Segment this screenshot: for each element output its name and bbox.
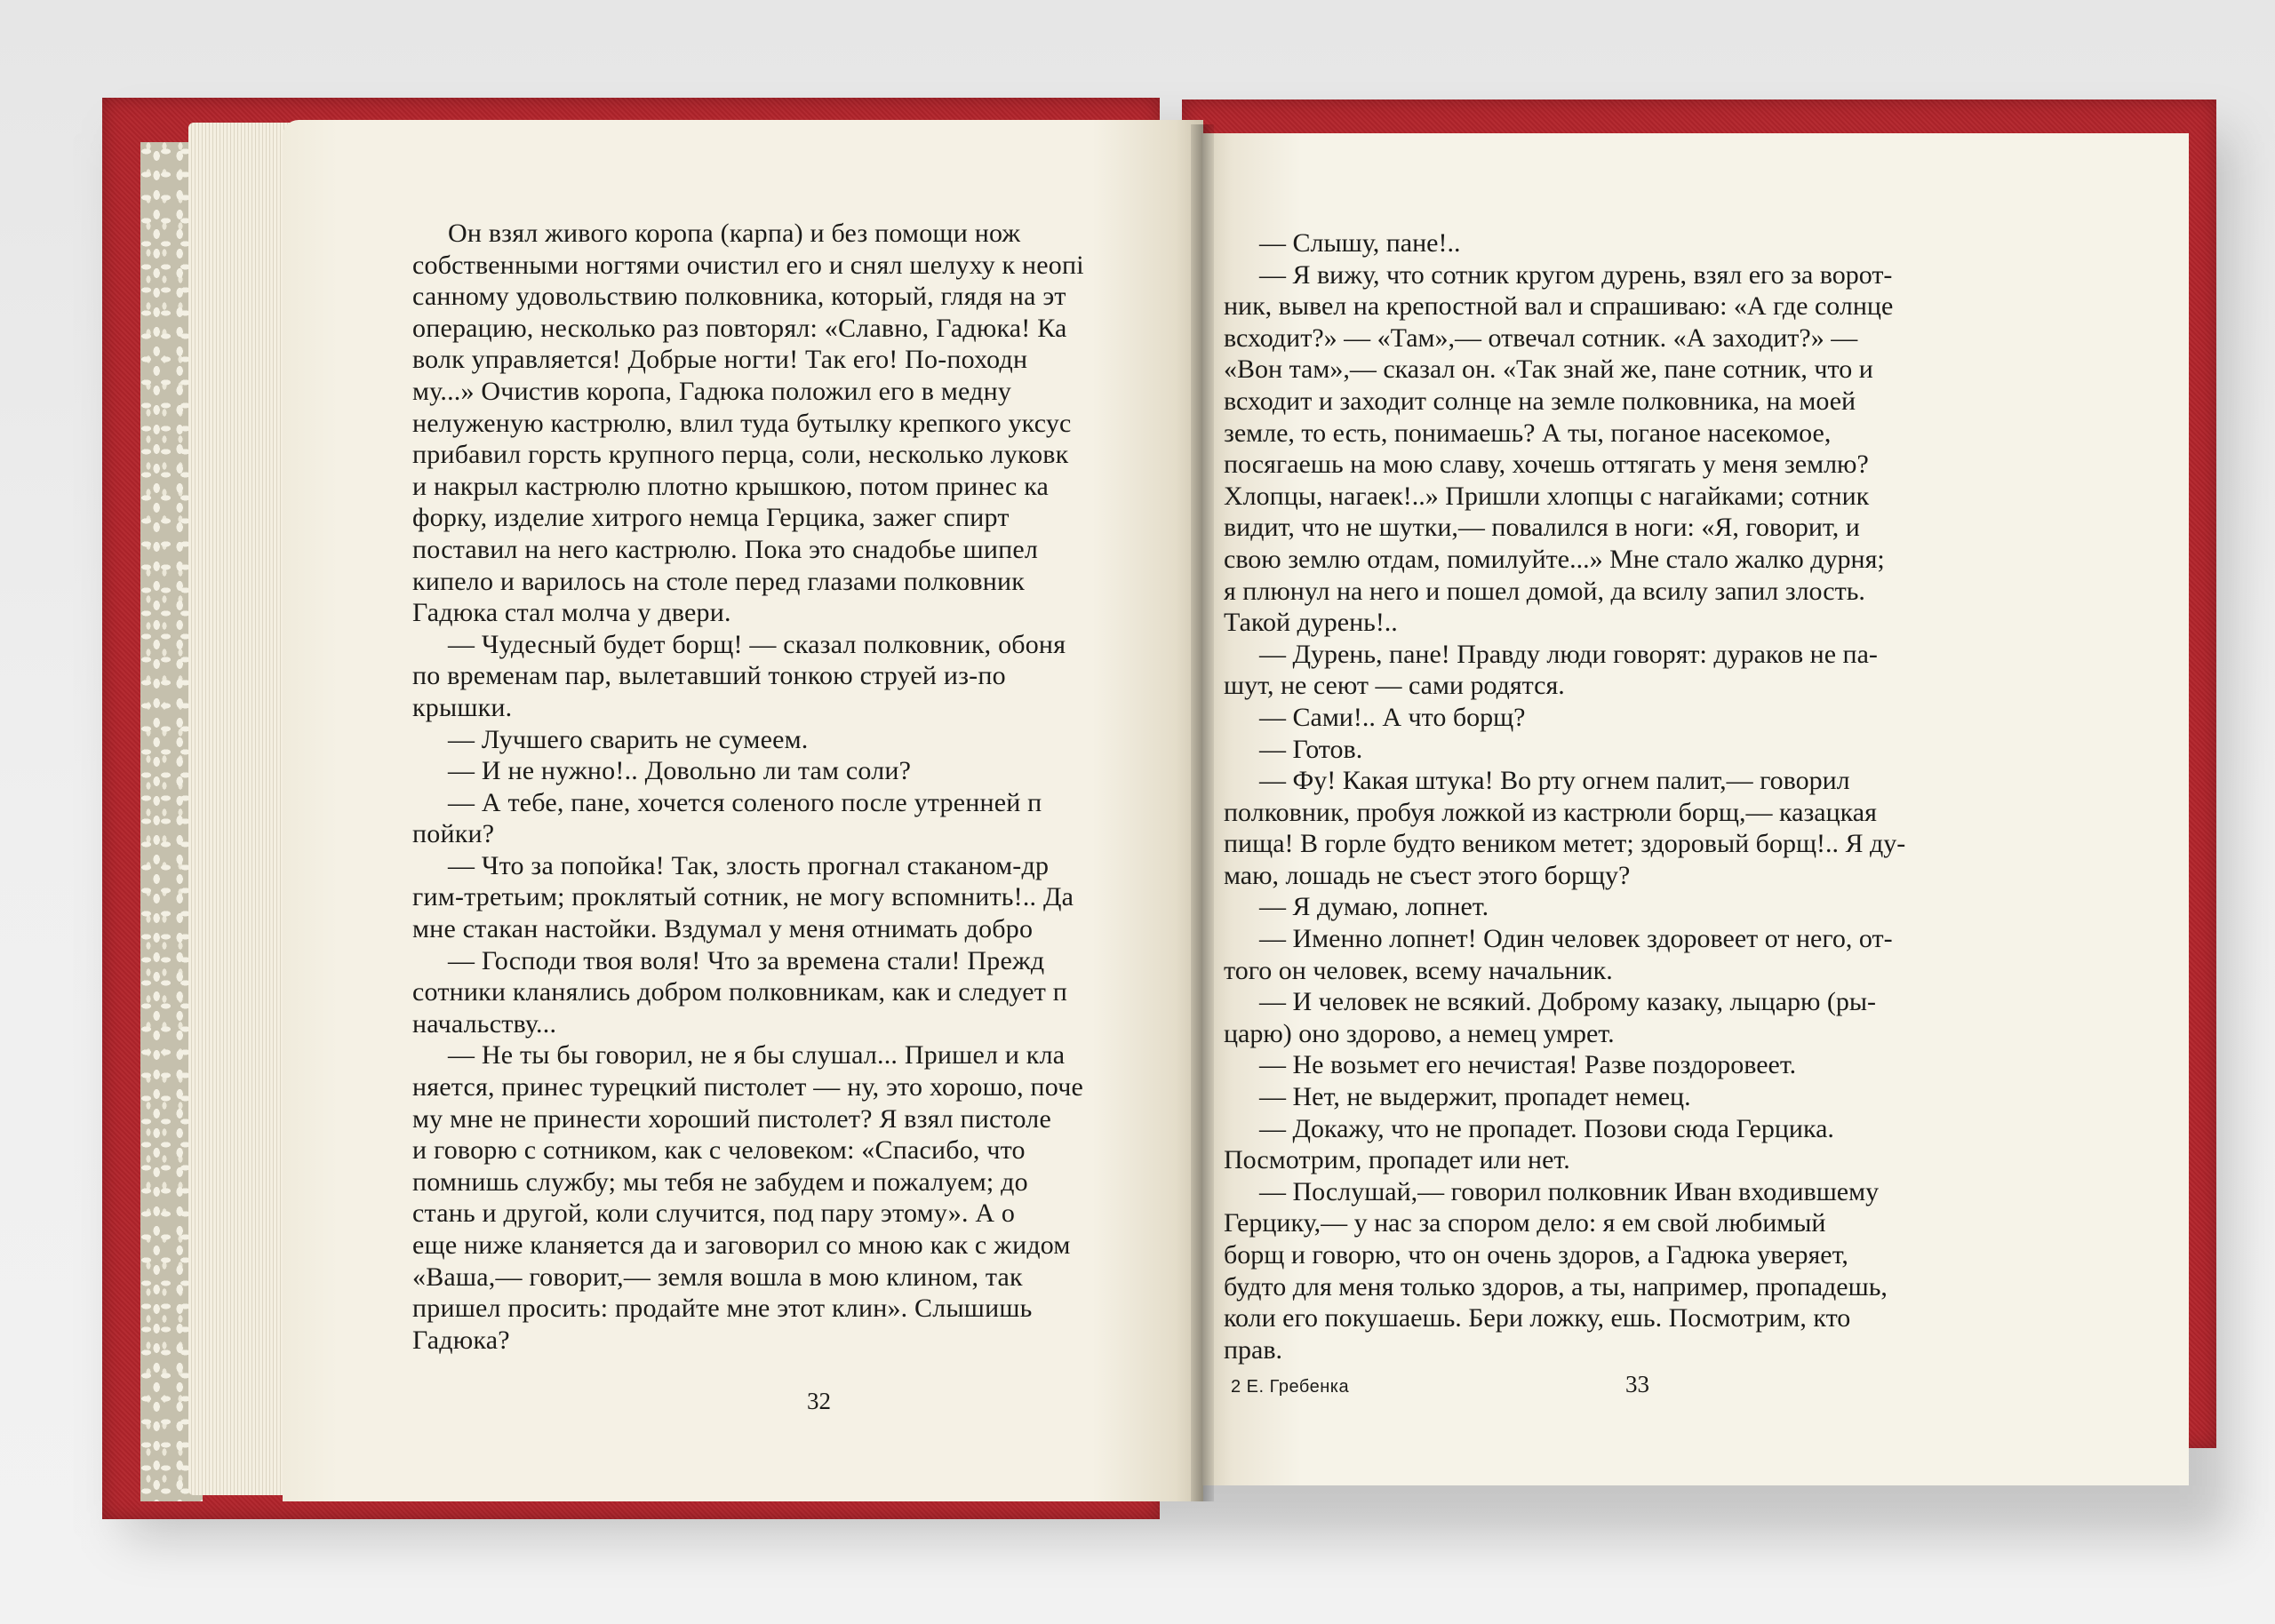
- text-line: свою землю отдам, помилуйте...» Мне стало жалко дурня;: [1224, 544, 1885, 574]
- text-line: прибавил горсть крупного перца, соли, несколько луковк: [412, 440, 1069, 470]
- book-gutter: [1191, 124, 1214, 1501]
- text-line: — Дурень, пане! Правду люди говорят: дураков не па-: [1259, 639, 1878, 669]
- text-line: ник, вывел на крепостной вал и спрашиваю: «А где солнце: [1224, 291, 1894, 322]
- text-line: — Нет, не выдержит, пропадет немец.: [1259, 1082, 1691, 1112]
- left-page-number: 32: [807, 1388, 831, 1414]
- text-line: — Господи твоя воля! Что за времена стали! Прежд: [448, 945, 1045, 975]
- text-line: будто для меня только здоров, а ты, например, пропадешь,: [1224, 1271, 1888, 1302]
- text-line: и говорю с сотником, как с человеком: «Спасибо, что: [412, 1135, 1026, 1166]
- text-line: нелуженую кастрюлю, влил туда бутылку крепкого уксус: [412, 408, 1072, 438]
- text-line: — Послушай,— говорил полковник Иван входившему: [1259, 1176, 1880, 1206]
- text-line: — И не нужно!.. Довольно ли там соли?: [448, 756, 912, 786]
- text-line: — Я думаю, лопнет.: [1259, 892, 1489, 922]
- text-line: — Именно лопнет! Один человек здоровеет от него, от-: [1259, 924, 1893, 954]
- text-line: шут, не сеют — сами родятся.: [1224, 671, 1565, 701]
- text-line: гим-третьим; проклятый сотник, не могу вспомнить!.. Да: [412, 882, 1074, 912]
- text-line: Гадюка?: [412, 1325, 510, 1355]
- text-line: всходит и заходит солнце на земле полковника, на моей: [1224, 386, 1856, 416]
- text-line: сотники кланялись добром полковникам, как и следует п: [412, 977, 1068, 1007]
- text-line: — Фу! Какая штука! Во рту огнем палит,— говорил: [1259, 766, 1850, 796]
- text-line: всходит?» — «Там»,— отвечал сотник. «А заходит?» —: [1224, 322, 1858, 353]
- text-line: — Я вижу, что сотник кругом дурень, взял его за ворот-: [1259, 259, 1893, 290]
- left-page: [283, 120, 1203, 1501]
- text-line: собственными ногтями очистил его и снял шелуху к неопі: [412, 250, 1084, 280]
- text-line: Хлопцы, нагаек!..» Пришли хлопцы с нагайками; сотник: [1224, 481, 1870, 511]
- text-line: пришел просить: продайте мне этот клин». Слышишь: [412, 1294, 1033, 1324]
- text-line: и накрыл кастрюлю плотно крышкою, потом принес ка: [412, 471, 1050, 501]
- right-page-text: [1224, 227, 2148, 1365]
- text-line: волк управляется! Добрые ногти! Так его! По-походн: [412, 345, 1028, 375]
- text-line: стань и другой, коли случится, под пару этому». А о: [412, 1198, 1016, 1229]
- text-line: «Вон там»,— сказал он. «Так знай же, пане сотник, что и: [1224, 354, 1873, 385]
- text-line: Он взял живого коропа (карпа) и без помощи нож: [448, 219, 1021, 248]
- text-line: того он человек, всему начальник.: [1224, 955, 1613, 985]
- text-line: — А тебе, пане, хочется соленого после утренней п: [448, 787, 1042, 817]
- text-line: Гадюка стал молча у двери.: [412, 598, 731, 628]
- text-line: коли его покушаешь. Бери ложку, ешь. Посмотрим, кто: [1224, 1303, 1851, 1333]
- text-line: Герцику,— у нас за спором дело: я ем свой любимый: [1224, 1208, 1826, 1238]
- text-line: Посмотрим, пропадет или нет.: [1224, 1145, 1570, 1175]
- text-line: посягаешь на мою славу, хочешь оттягать у меня землю?: [1224, 450, 1869, 480]
- text-line: — Не возьмет его нечистая! Разве поздоровеет.: [1259, 1050, 1797, 1080]
- text-line: царю) оно здорово, а немец умрет.: [1224, 1018, 1615, 1048]
- text-line: маю, лошадь не съест этого борщу?: [1224, 860, 1631, 890]
- text-line: — Лучшего сварить не сумеем.: [448, 724, 809, 754]
- text-line: крышки.: [412, 692, 513, 722]
- text-line: пища! В горле будто веником метет; здоровый борщ!.. Я ду-: [1224, 829, 1906, 859]
- text-line: — Чудесный будет борщ! — сказал полковник, обоня: [448, 629, 1066, 659]
- text-line: — Слышу, пане!..: [1259, 228, 1461, 258]
- text-line: борщ и говорю, что он очень здоров, а Гадюка уверяет,: [1224, 1240, 1848, 1270]
- text-line: начальству...: [412, 1008, 557, 1039]
- left-page-text: [412, 218, 1203, 1356]
- text-line: прав.: [1224, 1334, 1283, 1365]
- text-line: форку, изделие хитрого немца Герцика, зажег спирт: [412, 503, 1010, 533]
- text-line: полковник, пробуя ложкой из кастрюли борщ,— казацкая: [1224, 797, 1877, 827]
- text-line: Такой дурень!..: [1224, 608, 1398, 638]
- text-line: — И человек не всякий. Доброму казаку, лыцарю (ры-: [1259, 987, 1877, 1017]
- text-line: «Ваша,— говорит,— земля вошла в мою клином, так: [412, 1262, 1023, 1292]
- text-line: операцию, несколько раз повторял: «Славно, Гадюка! Ка: [412, 313, 1067, 343]
- text-line: санному удовольствию полковника, который, глядя на эт: [412, 282, 1066, 312]
- text-line: по временам пар, вылетавший тонкою струей из-по: [412, 661, 1006, 691]
- text-line: я плюнул на него и пошел домой, да всилу запил злость.: [1224, 576, 1865, 606]
- text-line: — Что за попойка! Так, злость прогнал стаканом-др: [448, 850, 1050, 880]
- text-line: кипело и варилось на столе перед глазами полковник: [412, 566, 1026, 596]
- text-line: земле, то есть, понимаешь? А ты, поганое насекомое,: [1224, 418, 1832, 448]
- text-line: пойки?: [412, 819, 495, 849]
- text-line: — Не ты бы говорил, не я бы слушал... Пришел и кла: [448, 1040, 1066, 1071]
- text-line: му мне не принести хороший пистолет? Я взял пистоле: [412, 1103, 1051, 1134]
- text-line: му...» Очистив коропа, Гадюка положил его в медну: [412, 376, 1012, 406]
- text-line: видит, что не шутки,— повалился в ноги: «Я, говорит, и: [1224, 513, 1860, 543]
- text-line: — Готов.: [1259, 734, 1363, 764]
- text-line: еще ниже кланяется да и заговорил со мною как с жидом: [412, 1230, 1071, 1260]
- text-line: — Сами!.. А что борщ?: [1259, 702, 1526, 732]
- text-line: няется, принес турецкий пистолет — ну, это хорошо, поче: [412, 1072, 1083, 1103]
- text-line: поставил на него кастрюлю. Пока это снадобье шипел: [412, 534, 1039, 564]
- right-page: [1202, 133, 2189, 1485]
- signature-mark: 2 Е. Гребенка: [1231, 1377, 1350, 1397]
- text-line: — Докажу, что не пропадет. Позови сюда Герцика.: [1259, 1113, 1834, 1143]
- right-page-number: 33: [1625, 1371, 1649, 1397]
- text-line: помнишь службу; мы тебя не забудем и пожалуем; до: [412, 1166, 1028, 1197]
- text-line: мне стакан настойки. Вздумал у меня отнимать добро: [412, 914, 1034, 944]
